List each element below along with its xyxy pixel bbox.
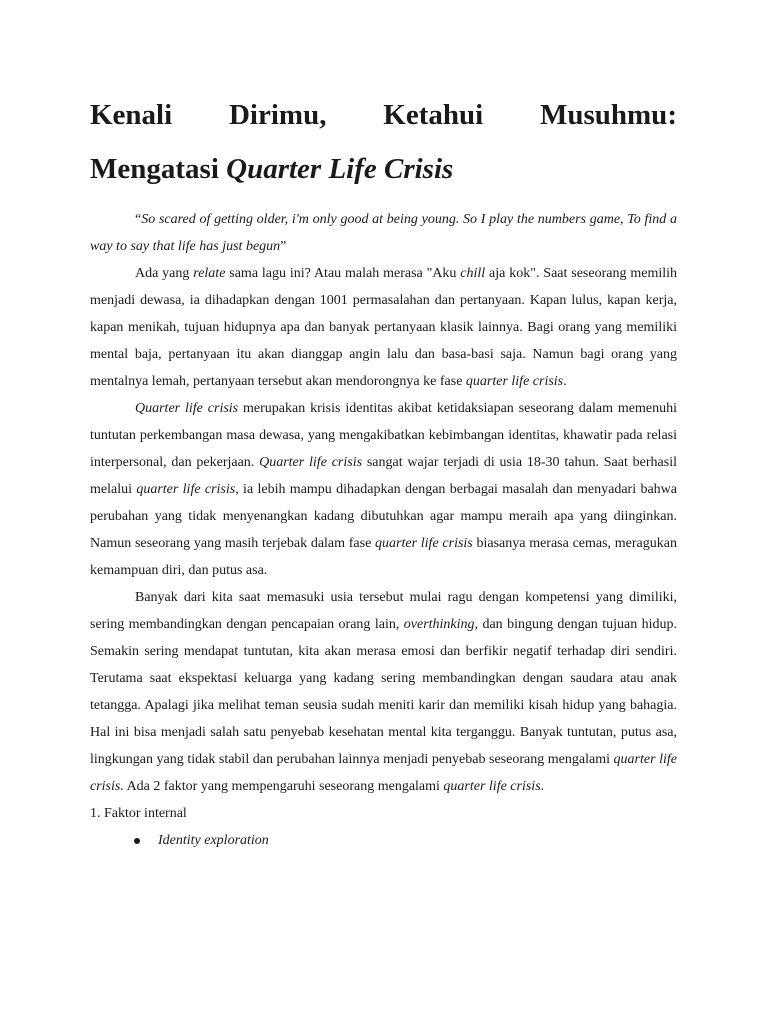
- title-word: Musuhmu:: [539, 99, 677, 131]
- quote-close: ”: [280, 239, 287, 254]
- bullet-list: [90, 827, 677, 854]
- title-line-1: [90, 88, 677, 142]
- text-run: aja kok". Saat seseorang memilih menjadi dewasa, ia dihadapkan dengan 1001 permasalahan dan pertanyaan. Kapan lulus, kapan kerja, kapan menikah, tujuan hidupnya apa dan banyak pertanyaan klasik lainnya. Bagi orang yang memiliki mental baja, pertanyaan itu akan dianggap angin lalu dan basa-basi saja. Namun bagi orang yang mentalnya lemah, pertanyaan tersebut akan mendorongnya ke fase: [90, 266, 677, 389]
- paragraph-1: [90, 260, 677, 395]
- text-run: dan bingung dengan tujuan hidup. Semakin sering mendapat tuntutan, kita akan merasa emosi dan berfikir negatif terhadap diri sendiri. Terutama saat ekspektasi keluarga yang kadang sering membandingkan dengan saudara atau anak tetangga. Apalagi jika melihat teman seusia sudah meniti karir dan memiliki kisah hidup yang bahagia. Hal ini bisa menjadi salah satu penyebab kesehatan mental kita terganggu. Banyak tuntutan, putus asa, lingkungan yang tidak stabil dan perubahan lainnya menjadi penyebab seseorang mengalami: [90, 617, 678, 767]
- text-run: merupakan krisis identitas akibat ketidaksiapan seseorang dalam memenuhi tuntutan perkembangan masa dewasa, yang mengakibatkan kebimbangan identitas, khawatir pada relasi interpersonal, dan pekerjaan.: [90, 401, 677, 470]
- italic-run: overthinking,: [403, 617, 479, 632]
- italic-run: quarter life crisis: [136, 482, 236, 497]
- quote-text: So scared of getting older, i'm only good at being young. So I play the numbers game, To find a way to say that life has just begun: [90, 212, 677, 254]
- italic-run: Quarter life crisis: [135, 401, 239, 416]
- quote-open: “: [135, 212, 142, 227]
- song-quote: [90, 206, 677, 260]
- italic-run: Quarter life crisis: [259, 455, 363, 470]
- title-plain: Mengatasi: [90, 153, 227, 185]
- title-word: Ketahui: [383, 99, 484, 131]
- title-word: Kenali: [90, 99, 173, 131]
- document-title: [90, 88, 677, 196]
- bullet-icon: [134, 838, 140, 844]
- text-run: , ia lebih mampu dihadapkan dengan berbagai masalah dan menyadari bahwa perubahan yang tidak menyenangkan kadang dibutuhkan agar mampu meraih apa yang diinginkan. Namun seseorang yang masih terjebak dalam fase: [90, 482, 677, 551]
- text-run: sangat wajar terjadi di usia 18-30 tahun. Saat berhasil melalui: [90, 455, 677, 497]
- text-run: .: [563, 374, 567, 389]
- list-heading: 1. Faktor internal: [90, 806, 187, 821]
- text-run: Ada 2 faktor yang mempengaruhi seseorang mengalami: [123, 779, 444, 794]
- text-run: Ada yang: [135, 266, 194, 281]
- title-italic: Quarter Life Crisis: [226, 153, 454, 185]
- text-run: biasanya merasa cemas, meragukan kemampuan diri, dan putus asa.: [90, 536, 677, 578]
- paragraph-3: [90, 584, 677, 800]
- list-item-label: Identity exploration: [158, 833, 269, 848]
- italic-run: chill: [460, 266, 486, 281]
- italic-run: quarter life crisis.: [90, 752, 677, 794]
- text-run: sama lagu ini? Atau malah merasa "Aku: [225, 266, 461, 281]
- text-run: .: [540, 779, 545, 794]
- paragraph-2: [90, 395, 677, 584]
- italic-run: relate: [193, 266, 226, 281]
- title-line-2: [90, 142, 677, 196]
- list-item: [90, 827, 677, 854]
- italic-run: quarter life crisis: [465, 374, 564, 389]
- italic-run: quarter life crisis: [375, 536, 473, 551]
- title-word: Dirimu,: [228, 99, 327, 131]
- document-body: [90, 206, 677, 854]
- text-run: Banyak dari kita saat memasuki usia tersebut mulai ragu dengan kompetensi yang dimiliki, sering membandingkan dengan pencapaian orang lain,: [90, 590, 677, 632]
- italic-run: quarter life crisis: [443, 779, 541, 794]
